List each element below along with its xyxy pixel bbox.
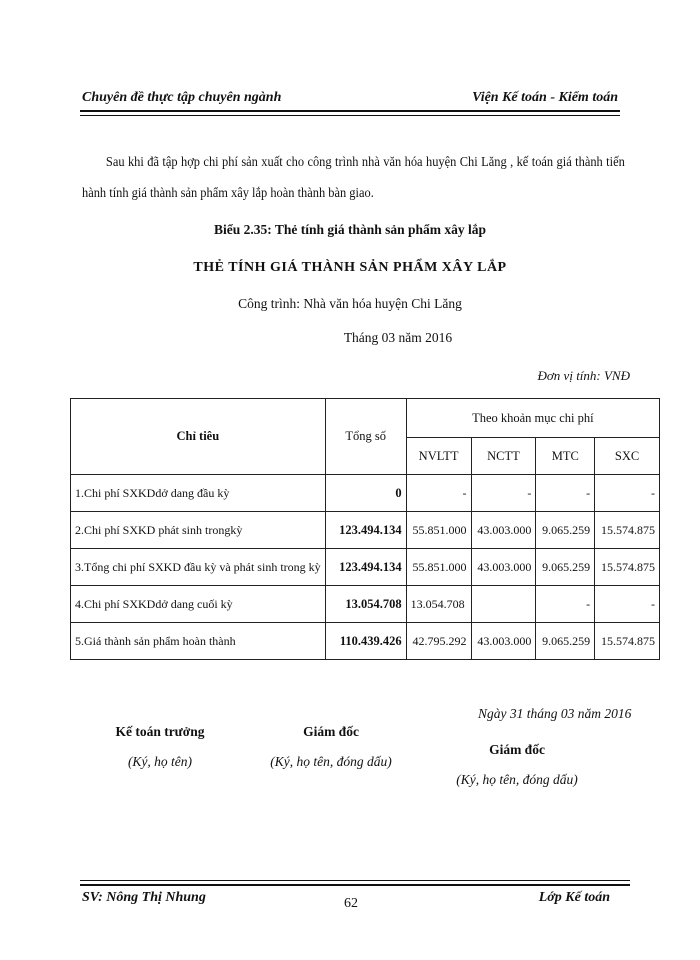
table-row (71, 549, 660, 586)
row-total: 123.494.134 (325, 512, 406, 549)
row-nvltt: 55.851.000 (406, 549, 471, 586)
month-line: Tháng 03 năm 2016 (343, 330, 453, 345)
row-nctt: 43.003.000 (471, 549, 536, 586)
table-row (71, 586, 660, 623)
footer-rule (80, 880, 630, 886)
sub-title: Biểu 2.35: Thẻ tính giá thành sản phẩm xây lắp (213, 222, 487, 237)
row-mtc: 9.065.259 (536, 512, 595, 549)
chief-accountant-title: Kế toán trưởng (115, 724, 205, 739)
row-sxc: - (595, 475, 660, 512)
intro-paragraph: Sau khi đã tập hợp chi phí sản xuất cho công trình nhà văn hóa huyện Chi Lăng , kế toán giá thành tiến hành tính giá thành sản phẩm xây lắp hoàn thành bàn giao. (82, 154, 625, 200)
director2-note: (Ký, họ tên, đóng dấu) (456, 772, 578, 787)
row-label: 1.Chi phí SXKDdở dang đầu kỳ (71, 475, 326, 512)
row-nvltt: 13.054.708 (406, 586, 471, 623)
row-label: 3.Tổng chi phí SXKD đầu kỳ và phát sinh trong kỳ (71, 549, 326, 586)
header-left: Chuyên đề thực tập chuyên ngành (82, 90, 282, 105)
header-mtc: MTC (536, 438, 595, 475)
row-label: 2.Chi phí SXKD phát sinh trongkỳ (71, 512, 326, 549)
header-nvltt: NVLTT (406, 438, 471, 475)
row-mtc: - (536, 475, 595, 512)
row-total: 0 (325, 475, 406, 512)
row-nctt: - (471, 475, 536, 512)
header-rule (80, 110, 620, 116)
row-label: 5.Giá thành sản phẩm hoàn thành (71, 623, 326, 660)
header-theo-khoan-muc: Theo khoản mục chi phí (406, 399, 659, 438)
director2-title: Giám đốc (489, 742, 545, 757)
header-chitieu: Chỉ tiêu (71, 399, 326, 475)
row-sxc: 15.574.875 (595, 549, 660, 586)
header-nctt: NCTT (471, 438, 536, 475)
table-header-row (71, 399, 660, 438)
row-total: 13.054.708 (325, 586, 406, 623)
page-number: 62 (344, 896, 358, 911)
footer-student: SV: Nông Thị Nhung (82, 890, 206, 905)
table-row (71, 512, 660, 549)
row-nctt (471, 586, 536, 623)
header-right: Viện Kế toán - Kiểm toán (472, 90, 618, 105)
row-mtc: 9.065.259 (536, 549, 595, 586)
row-sxc: 15.574.875 (595, 512, 660, 549)
header-tongso: Tổng số (325, 399, 406, 475)
signature-chief-accountant (100, 724, 220, 770)
row-total: 110.439.426 (325, 623, 406, 660)
row-sxc: 15.574.875 (595, 623, 660, 660)
project-line: Công trình: Nhà văn hóa huyện Chi Lăng (238, 296, 462, 311)
row-nvltt: 42.795.292 (406, 623, 471, 660)
row-nctt: 43.003.000 (471, 623, 536, 660)
table-row (71, 475, 660, 512)
row-mtc: 9.065.259 (536, 623, 595, 660)
row-sxc: - (595, 586, 660, 623)
row-nvltt: - (406, 475, 471, 512)
signature-director-2 (452, 742, 582, 788)
director1-title: Giám đốc (303, 724, 359, 739)
signature-director-1 (266, 724, 396, 770)
signing-date: Ngày 31 tháng 03 năm 2016 (478, 706, 632, 721)
director1-note: (Ký, họ tên, đóng dấu) (270, 754, 392, 769)
header-sxc: SXC (595, 438, 660, 475)
row-mtc: - (536, 586, 595, 623)
main-title: THẺ TÍNH GIÁ THÀNH SẢN PHẨM XÂY LẮP (193, 260, 507, 275)
unit-label: Đơn vị tính: VNĐ (537, 368, 630, 383)
page-header (82, 84, 618, 106)
cost-table (70, 398, 660, 660)
row-total: 123.494.134 (325, 549, 406, 586)
table-row (71, 623, 660, 660)
footer-class: Lớp Kế toán (538, 890, 610, 905)
row-nvltt: 55.851.000 (406, 512, 471, 549)
row-nctt: 43.003.000 (471, 512, 536, 549)
chief-accountant-note: (Ký, họ tên) (127, 754, 193, 769)
row-label: 4.Chi phí SXKDdở dang cuối kỳ (71, 586, 326, 623)
